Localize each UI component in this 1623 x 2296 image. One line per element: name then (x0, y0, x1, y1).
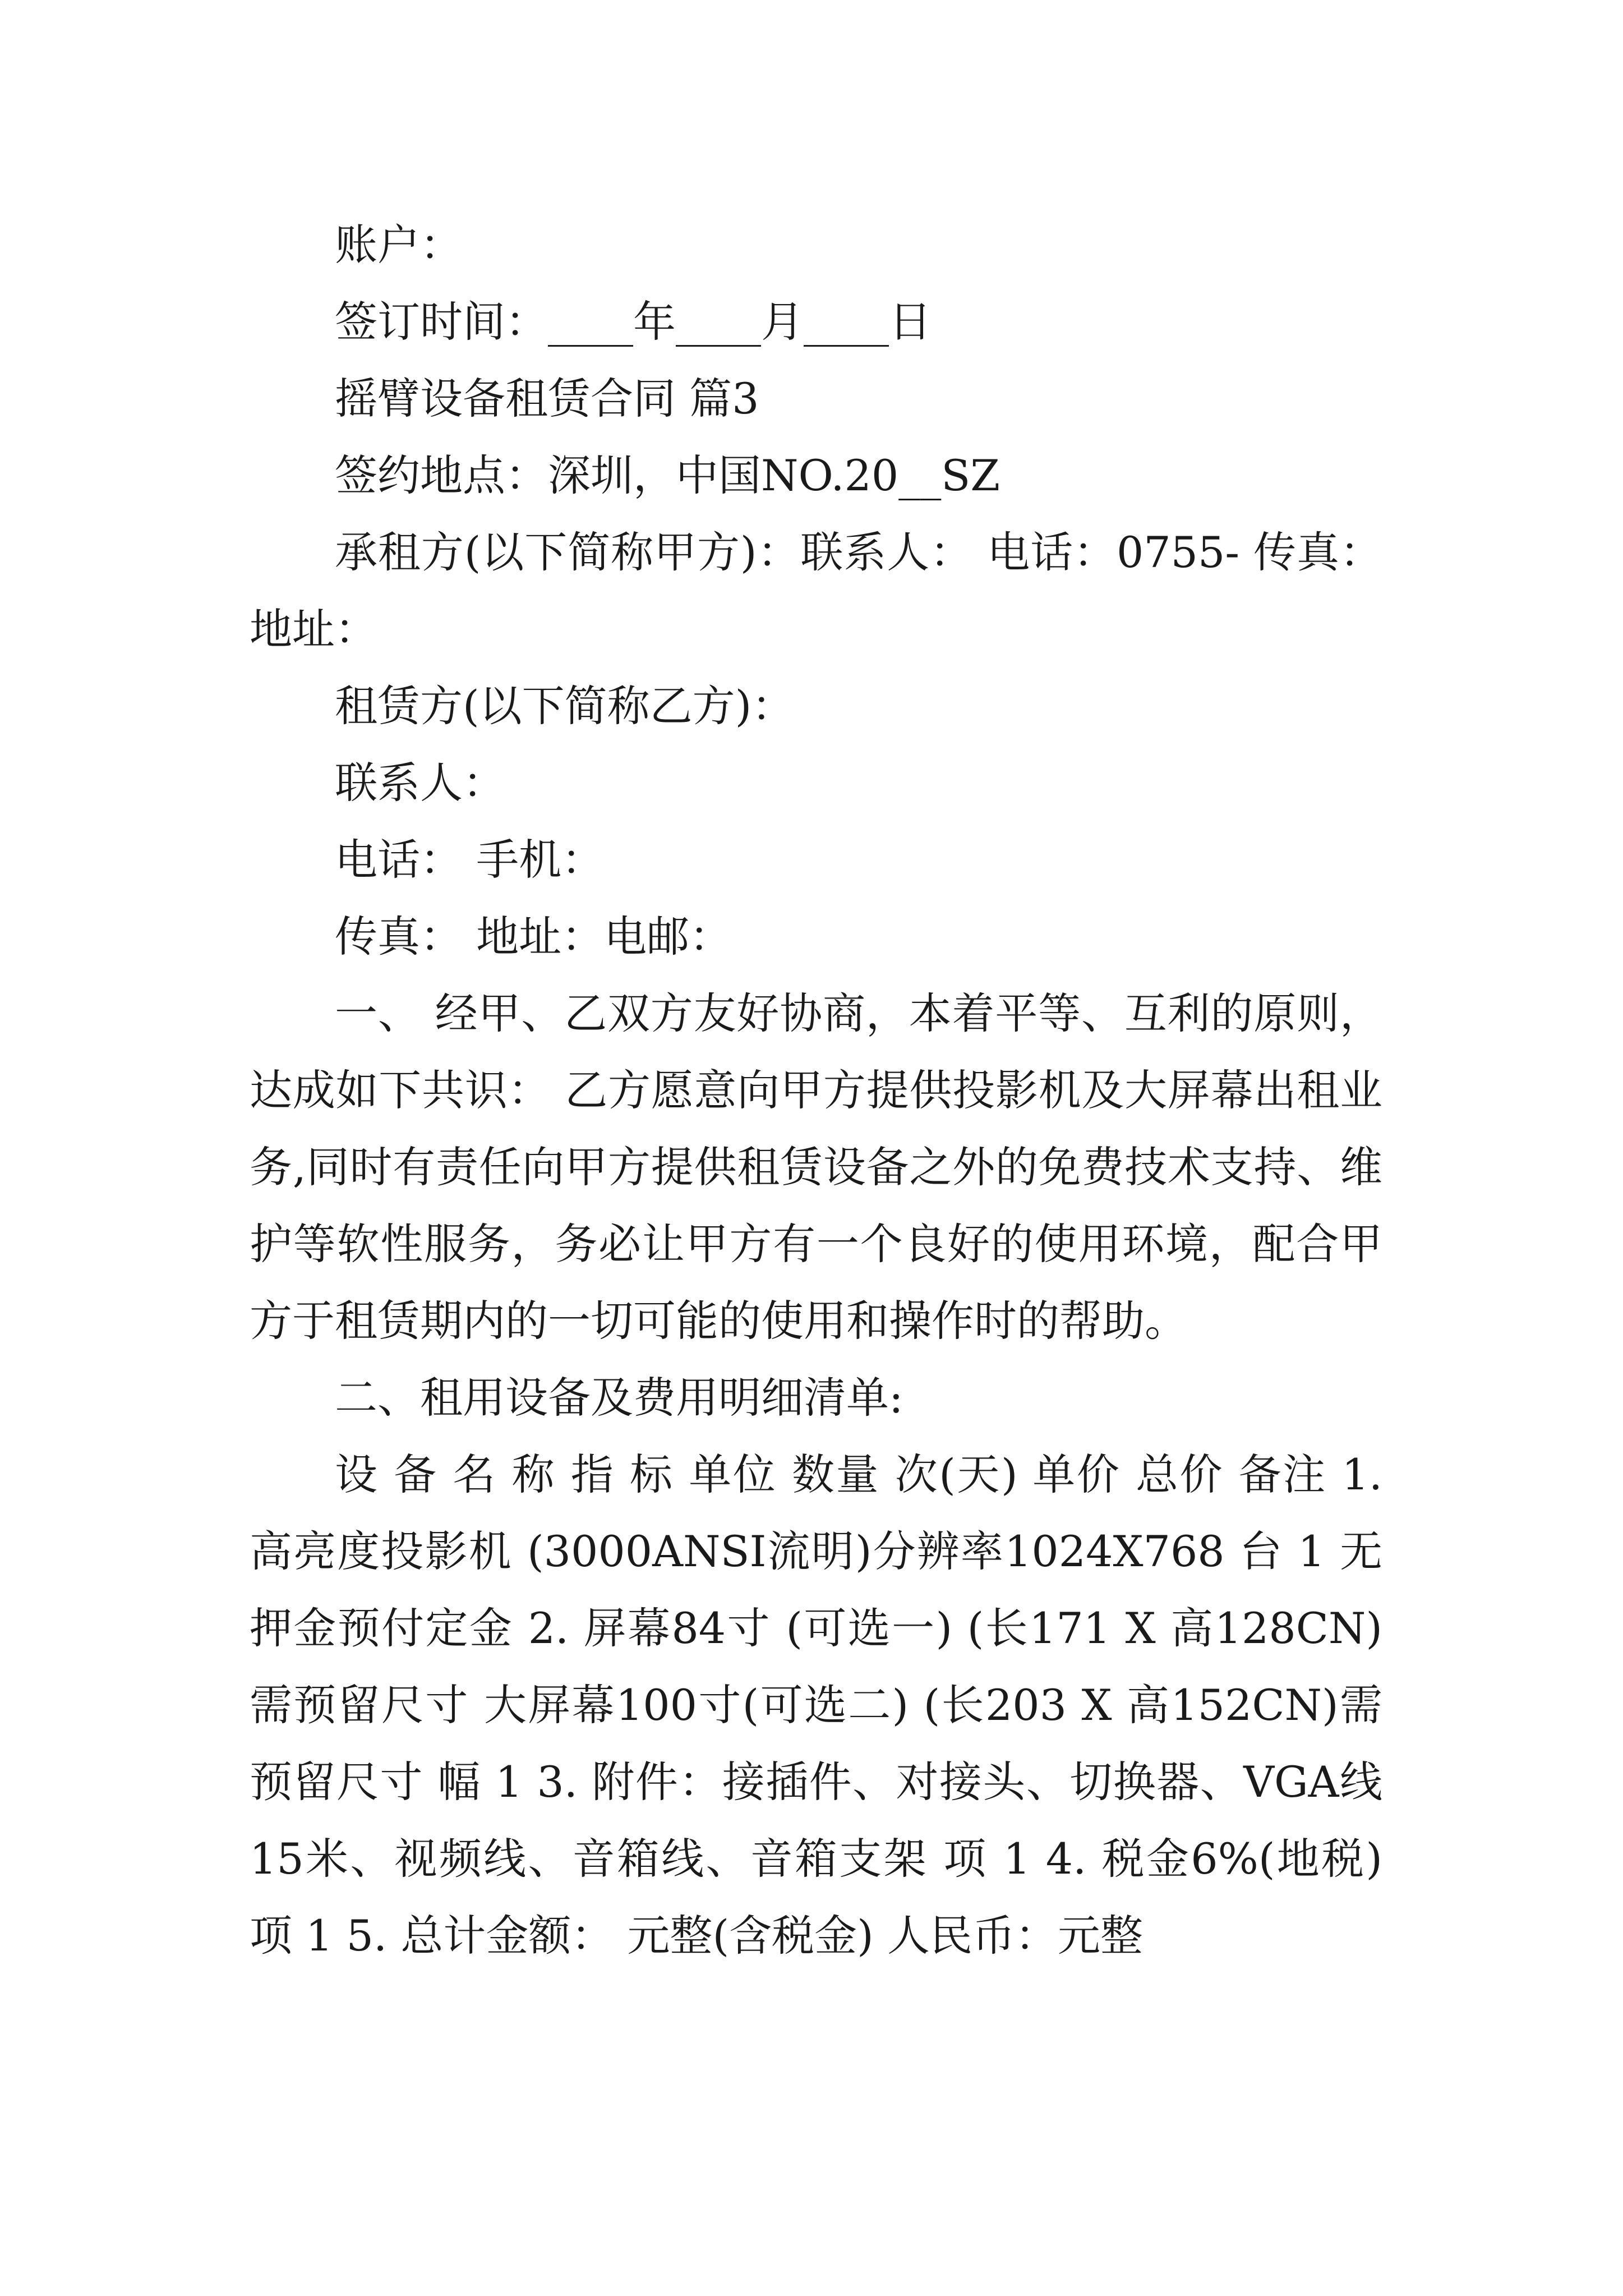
phone-line: 电话： 手机： (335, 835, 605, 885)
lessor-info: 租赁方(以下简称乙方)： (335, 681, 795, 731)
account-line: 账户： (335, 220, 463, 270)
lessee-info: 承租方(以下简称甲方)：联系人： 电话：0755- 传真：地址： (250, 527, 1382, 654)
document-body (250, 206, 1382, 1974)
clause-two-heading: 二、租用设备及费用明细清单: (335, 1373, 903, 1423)
contract-title: 摇臂设备租赁合同 篇3 (335, 374, 759, 424)
contact-person-line: 联系人： (335, 758, 505, 808)
clause-one: 一、 经甲、乙双方友好协商，本着平等、互利的原则，达成如下共识： 乙方愿意向甲方提供投影机及大屏幕出租业务,同时有责任向甲方提供租赁设备之外的免费技术支持、维护等软性服务，务必让甲方有一个良好的使用环境，配合甲方于租赁期内的一切可能的使用和操作时的帮助。 (250, 988, 1382, 1346)
equipment-list: 设 备 名 称 指 标 单位 数量 次(天) 单价 总价 备注 1. 高亮度投影机 (3000ANSI流明)分辨率1024X768 台 1 无 押金预付定金 2. 屏幕84寸 (可选一) (长171 X 高128CN)需预留尺寸 大屏幕100寸(可选二) (长203 X 高152CN)需预留尺寸 幅 1 3. 附件：接插件、对接头、切换器、VGA线15米、视频线、音箱线、音箱支架 项 1 4. 税金6%(地税) 项 1 5. 总计金额： 元整(含税金) 人民币：元整 (250, 1450, 1382, 1961)
signing-location-line: 签约地点：深圳，中国NO.20__SZ (335, 450, 1000, 500)
signing-date-line: 签订时间：____年____月____日 (335, 297, 932, 347)
fax-address-email-line: 传真： 地址：电邮： (335, 912, 732, 961)
